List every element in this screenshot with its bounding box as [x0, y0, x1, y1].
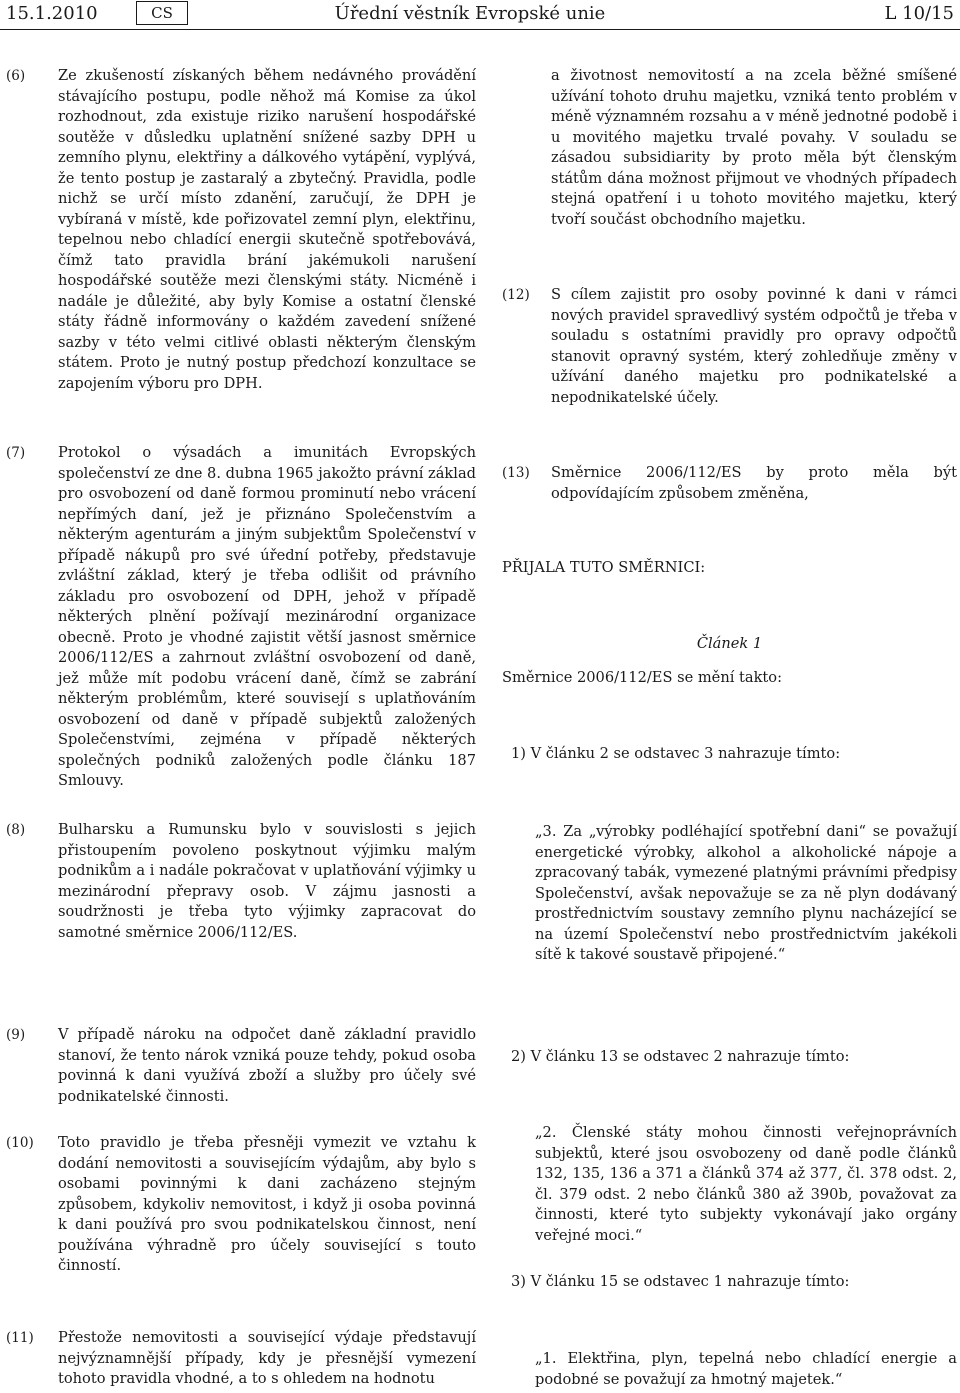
recital-number: (9)	[6, 1027, 26, 1043]
recital-text: Přestože nemovitosti a související výdaje představují nejvýznamnější případy, kdy je přesnější vymezení tohoto pravidla vhodné, a to s ohledem na hodnotu	[58, 1329, 476, 1387]
page-header	[0, 0, 960, 30]
article-intro: Směrnice 2006/112/ES se mění takto:	[502, 669, 783, 686]
recital-number: (13)	[502, 465, 530, 481]
recital-text: Toto pravidlo je třeba přesněji vymezit ve vztahu k dodání nemovitosti a souvisejícím výdajům, aby bylo s osobami povinnými k dani zacházeno stejným způsobem, kdykoliv nemovitost, i když ji osoba povinná k dani používá pro svou podnikatelskou činnost, není používána výhradně pro účely související s touto činností.	[58, 1134, 476, 1274]
amendment-item-2: 2) V článku 13 se odstavec 2 nahrazuje tímto:	[511, 1048, 850, 1065]
recital-11-continuation: a životnost nemovitostí a na zcela běžné smíšené užívání tohoto druhu majetku, vzniká tento problém v méně významném rozsahu a v méně jednotné podobě i u movitého majetku trvalé povahy. V souladu se zásadou subsidiarity by proto měla být členským státům dána možnost přijmout ve vhodných případech stejná opatření i u tohoto movitého majetku, který tvoří součást obchodního majetku.	[551, 67, 957, 228]
amendment-quote-2: „2. Členské státy mohou činnosti veřejnoprávních subjektů, které jsou osvobozeny od daně podle článků 132, 135, 136 a 371 a článků 374 až 377, čl. 378 odst. 2, čl. 379 odst. 2 nebo článků 380 až 390b, považovat za činnosti, které tyto subjekty vykonávají jako orgány veřejné moci.“	[535, 1124, 957, 1244]
adoption-statement: PŘIJALA TUTO SMĚRNICI:	[502, 559, 706, 576]
recital-number: (10)	[6, 1135, 34, 1151]
amendment-quote-1: „3. Za „výrobky podléhající spotřební dani“ se považují energetické výrobky, alkohol a alkoholické nápoje a zpracovaný tabák, vymezené platnými právními předpisy Společenství, avšak nepovažuje se za ně plyn dodávaný prostřednictvím soustavy zemního plynu nacházející se na území Společenství nebo prostřednictvím jakékoli sítě k takové soustavě připojené.“	[535, 823, 957, 963]
recital-text: Protokol o výsadách a imunitách Evropských společenství ze dne 8. dubna 1965 jakožto právní základ pro osvobození od daně formou prominutí nebo vrácení nepřímých daní, jež je přiznáno Společenstvím a některým agenturám a jiným subjektům Společenství v případě nákupů pro své úřední potřeby, představuje zvláštní základ, který je třeba odlišit od právního základu pro osvobození od DPH, jehož v případě některých plnění požívají mezinárodní organizace obecně. Proto je vhodné zajistit větší jasnost směrnice 2006/112/ES a zahrnout zvláštní osvobození od daně, jež může mít podobu vrácení daně, čímž se zabrání některým problémům, které souvisejí s uplatňováním osvobození od daně v případě subjektů založených Společenstvími, zejména v případě některých společných podniků založených podle článku 187 Smlouvy.	[58, 444, 476, 789]
amendment-quote-3: „1. Elektřina, plyn, tepelná nebo chladící energie a podobné se považují za hmotný majetek.“	[535, 1350, 957, 1388]
recital-number: (6)	[6, 68, 26, 84]
recital-text: Bulharsku a Rumunsku bylo v souvislosti s jejich přistoupením povoleno poskytnout výjimku malým podnikům a i nadále pokračovat v uplatňování výjimky u mezinárodní přepravy osob. V zájmu jasnosti a soudržnosti je třeba tyto výjimky zapracovat do samotné směrnice 2006/112/ES.	[58, 821, 476, 941]
article-heading: Článek 1	[696, 635, 763, 652]
recital-number: (8)	[6, 822, 26, 838]
header-rule	[0, 29, 960, 30]
amendment-item-1: 1) V článku 2 se odstavec 3 nahrazuje tímto:	[511, 745, 841, 762]
header-page-number: L 10/15	[884, 3, 954, 24]
recital-number: (12)	[502, 287, 530, 303]
recital-text: V případě nároku na odpočet daně základní pravidlo stanoví, že tento nárok vzniká pouze tehdy, pokud osoba povinná k dani využívá zboží a služby pro účely své podnikatelské činnosti.	[58, 1026, 476, 1105]
header-journal-title: Úřední věstník Evropské unie	[334, 3, 606, 24]
recital-number: (7)	[6, 445, 26, 461]
amendment-item-3: 3) V článku 15 se odstavec 1 nahrazuje tímto:	[511, 1273, 850, 1290]
recital-number: (11)	[6, 1330, 34, 1346]
recital-text: S cílem zajistit pro osoby povinné k dani v rámci nových pravidel spravedlivý systém odpočtů je třeba v souladu s ostatními pravidly pro opravy odpočtů stanovit opravný systém, který zohledňuje změny v užívání daného majetku pro podnikatelské a nepodnikatelské účely.	[551, 286, 957, 406]
header-language-box: CS	[136, 1, 188, 25]
header-date: 15.1.2010	[6, 3, 98, 24]
recital-text: Ze zkušeností získaných během nedávného provádění stávajícího postupu, podle něhož má Komise za úkol rozhodnout, zda existuje riziko narušení hospodářské soutěže v důsledku uplatnění snížené sazby DPH u zemního plynu, elektřiny a dálkového vytápění, vyplývá, že tento postup je zastaralý a zbytečný. Pravidla, podle nichž se určí místo zdanění, zaručují, že DPH je vybíraná v místě, kde pořizovatel zemní plyn, elektřinu, tepelnou nebo chladící energii skutečně spotřebovává, čímž tato pravidla brání jakémukoli narušení hospodářské soutěže mezi členskými státy. Nicméně i nadále je důležité, aby byly Komise a ostatní členské státy řádně informovány o každém zavedení snížené sazby v této velmi citlivé oblasti některým členským státem. Proto je nutný postup předchozí konzultace se zapojením výboru pro DPH.	[58, 67, 476, 392]
recital-text: Směrnice 2006/112/ES by proto měla být odpovídajícím způsobem změněna,	[551, 464, 957, 502]
